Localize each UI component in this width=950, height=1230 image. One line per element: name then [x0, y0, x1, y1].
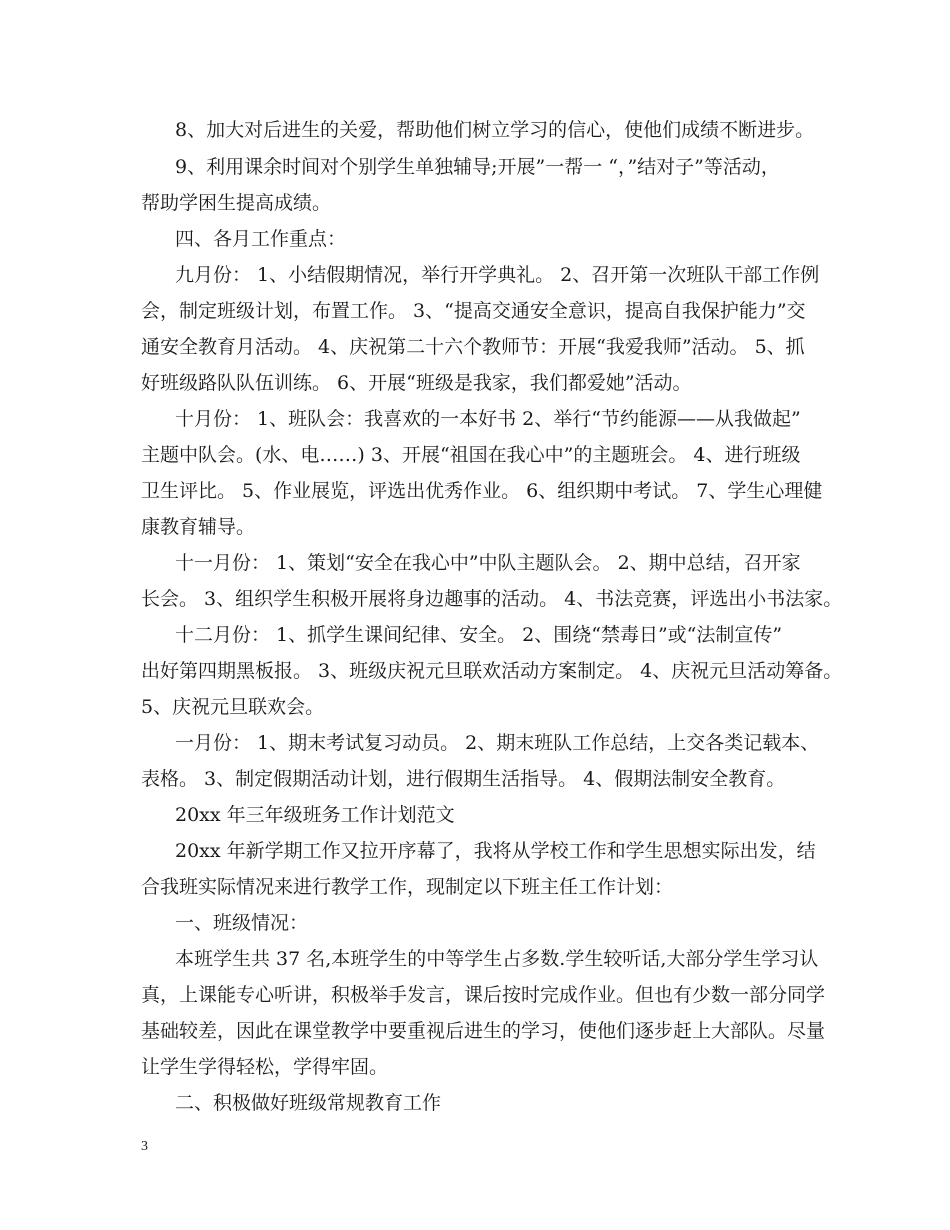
text-line: 让学生学得轻松，学得牢固。	[141, 1056, 389, 1078]
text-line: 一月份： 1、期末考试复习动员。 2、期末班队工作总结，上交各类记载本、	[175, 732, 820, 754]
text-line: 5、庆祝元旦联欢会。	[141, 696, 325, 718]
text-line: 出好第四期黑板报。 3、班级庆祝元旦联欢活动方案制定。 4、庆祝元旦活动筹备。	[141, 660, 843, 682]
text-line: 康教育辅导。	[141, 516, 256, 538]
text-line: 九月份： 1、小结假期情况，举行开学典礼。 2、召开第一次班队干部工作例	[175, 264, 820, 286]
text-line: 合我班实际情况来进行教学工作，现制定以下班主任工作计划：	[141, 876, 674, 898]
section-heading: 二、积极做好班级常规教育工作	[175, 1092, 442, 1114]
text-line: 卫生评比。 5、作业展览，评选出优秀作业。 6、组织期中考试。 7、学生心理健	[141, 480, 823, 502]
text-line: 9、利用课余时间对个别学生单独辅导;开展”一帮一 “，”结对子”等活动，	[175, 156, 780, 178]
text-line: 好班级路队队伍训练。 6、开展“班级是我家，我们都爱她”活动。	[141, 372, 692, 394]
text-line: 主题中队会。(水、电……) 3、开展“祖国在我心中”的主题班会。 4、进行班级	[141, 444, 801, 466]
text-line: 本班学生共 37 名,本班学生的中等学生占多数.学生较听话,大部分学生学习认	[175, 948, 819, 970]
text-line: 真，上课能专心听讲，积极举手发言，课后按时完成作业。但也有少数一部分同学	[141, 984, 826, 1006]
text-line: 表格。 3、制定假期活动计划，进行假期生活指导。 4、假期法制安全教育。	[141, 768, 786, 790]
section-title: 20xx 年三年级班务工作计划范文	[175, 804, 455, 826]
text-line: 长会。 3、组织学生积极开展将身边趣事的活动。 4、书法竞赛，评选出小书法家。	[141, 588, 843, 610]
text-line: 20xx 年新学期工作又拉开序幕了，我将从学校工作和学生思想实际出发，结	[175, 840, 816, 862]
text-line: 通安全教育月活动。 4、庆祝第二十六个教师节：开展“我爱我师”活动。 5、抓	[141, 336, 805, 358]
text-line: 十一月份： 1、策划“安全在我心中”中队主题队会。 2、期中总结，召开家	[175, 552, 801, 574]
text-line: 基础较差，因此在课堂教学中要重视后进生的学习，使他们逐步赶上大部队。尽量	[141, 1020, 826, 1042]
text-line: 会，制定班级计划，布置工作。 3、“提高交通安全意识，提高自我保护能力”交	[141, 300, 806, 322]
text-line: 十月份： 1、班队会：我喜欢的一本好书 2、举行“节约能源——从我做起”	[175, 408, 801, 430]
text-line: 8、加大对后进生的关爱，帮助他们树立学习的信心，使他们成绩不断进步。	[175, 119, 815, 141]
page-number: 3	[141, 1139, 148, 1154]
text-line: 十二月份： 1、抓学生课间纪律、安全。 2、围绕“禁毒日”或“法制宣传”	[175, 624, 783, 646]
section-heading: 一、班级情况：	[175, 912, 309, 934]
text-line: 帮助学困生提高成绩。	[141, 192, 332, 214]
section-heading: 四、各月工作重点：	[175, 228, 347, 250]
